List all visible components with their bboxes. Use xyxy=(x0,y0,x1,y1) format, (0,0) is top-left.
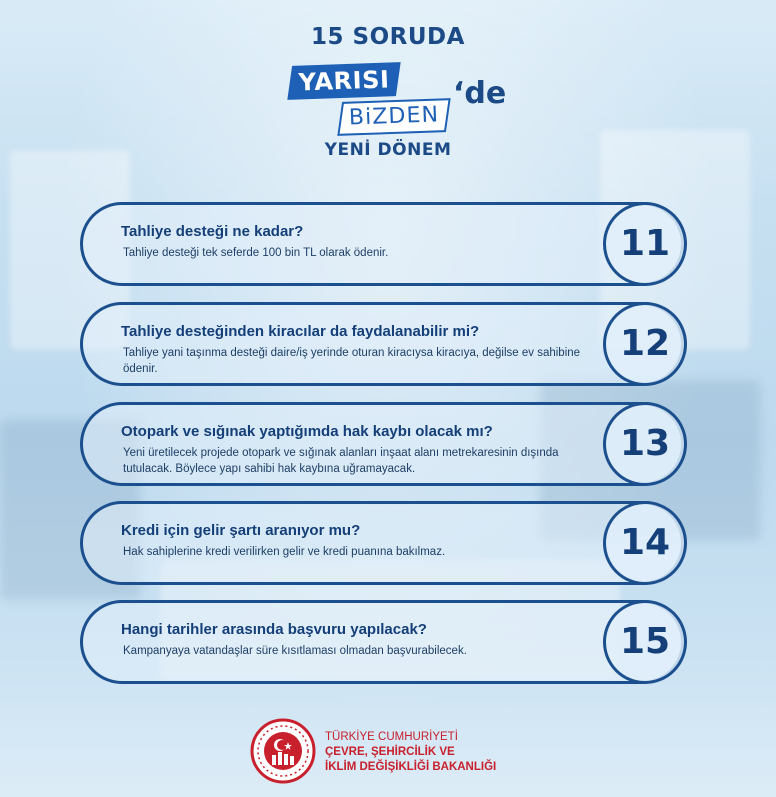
qa-answer: Hak sahiplerine kredi verilirken gelir ve kredi puanına bakılmaz. xyxy=(123,546,446,558)
header-subtitle: YENİ DÖNEM xyxy=(324,140,452,160)
qa-question: Tahliye desteğinden kiracılar da faydalanabilir mi? xyxy=(121,323,480,340)
qa-answer: Tahliye desteği tek seferde 100 bin TL olarak ödenir. xyxy=(123,247,389,259)
qa-number-badge: 15 xyxy=(603,600,687,684)
badge-bizden xyxy=(337,98,450,136)
qa-number-badge: 11 xyxy=(603,202,687,286)
footer xyxy=(0,712,776,792)
qa-answer: Yeni üretilecek projede otopark ve sığınak alanları inşaat alanı metrekaresinin dışında tutulacak. Böylece yapı sahibi hak kaybına uğramayacak. xyxy=(123,447,559,475)
qa-number-badge: 14 xyxy=(603,501,687,585)
qa-question: Hangi tarihler arasında başvuru yapılacak? xyxy=(121,621,427,638)
qa-answer: Tahliye yani taşınma desteği daire/iş yerinde oturan kiracıysa kiracıya, değilse ev sahibine ödenir. xyxy=(123,347,581,375)
qa-question: Kredi için gelir şartı aranıyor mu? xyxy=(121,522,361,539)
header-title: 15 SORUDA xyxy=(311,24,465,50)
ministry-name xyxy=(325,730,496,775)
ministry-line-2: ÇEVRE, ŞEHİRCİLİK VE xyxy=(325,746,455,758)
ministry-line-3: İKLİM DEĞİŞİKLİĞİ BAKANLIĞI xyxy=(325,761,497,773)
qa-number-badge: 12 xyxy=(603,302,687,386)
qa-number-badge: 13 xyxy=(603,402,687,486)
qa-item-12 xyxy=(80,302,684,386)
badge-yarisi-label: YARISI xyxy=(298,65,390,97)
header xyxy=(0,0,776,180)
badge-yarisi xyxy=(287,62,400,100)
ministry-line-1: TÜRKİYE CUMHURİYETİ xyxy=(325,731,458,743)
badge-bizden-label: BiZDEN xyxy=(348,102,440,131)
qa-answer: Kampanyaya vatandaşlar süre kısıtlaması olmadan başvurabilecek. xyxy=(123,645,467,657)
ministry-emblem-icon xyxy=(250,718,316,784)
qa-item-13 xyxy=(80,402,684,486)
qa-question: Tahliye desteği ne kadar? xyxy=(121,223,304,240)
qa-item-15 xyxy=(80,600,684,684)
qa-item-11 xyxy=(80,202,684,286)
qa-item-14 xyxy=(80,501,684,585)
header-suffix: ‘de xyxy=(453,76,507,111)
qa-question: Otopark ve sığınak yaptığımda hak kaybı olacak mı? xyxy=(121,423,493,440)
